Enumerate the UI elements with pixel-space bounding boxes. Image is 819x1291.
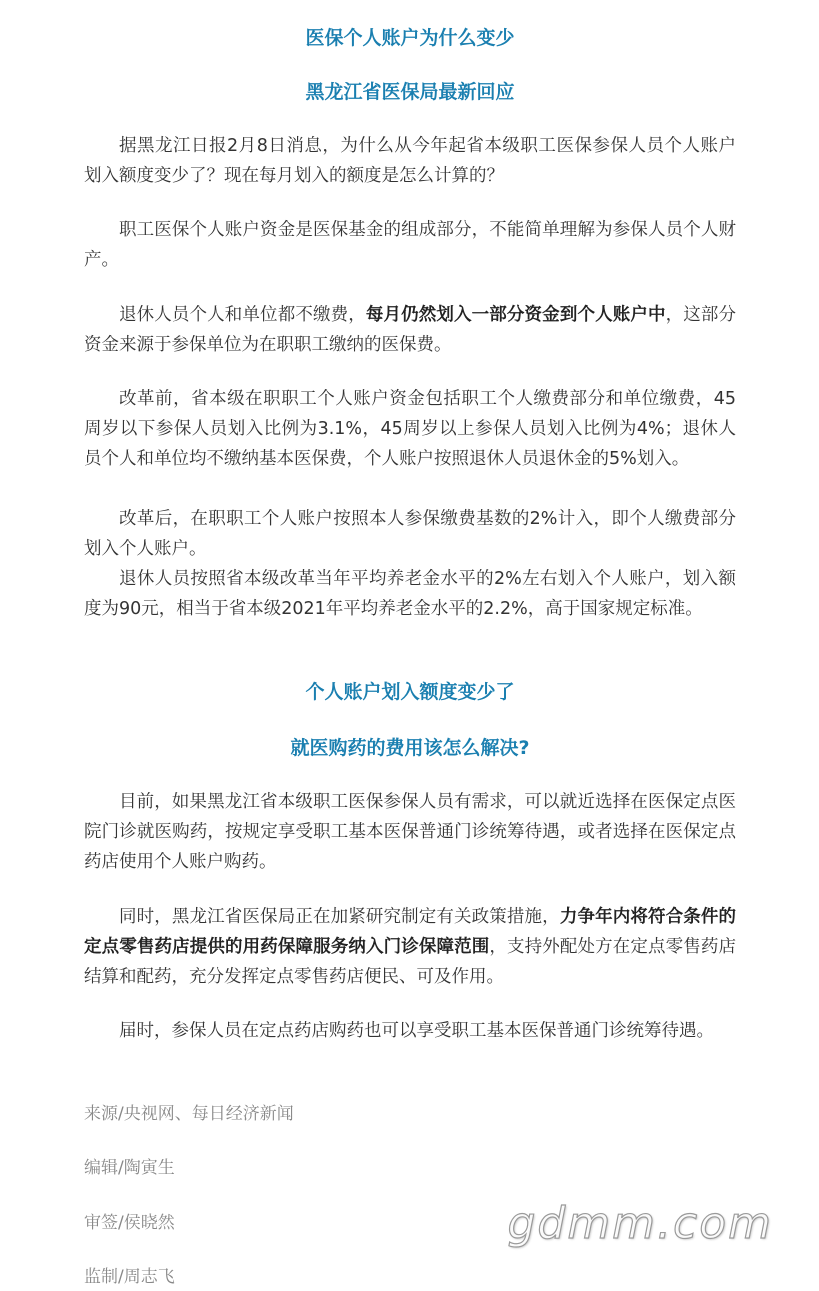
article-subtitle: 黑龙江省医保局最新回应 [305, 81, 515, 103]
paragraph-retiree-allocation: 退休人员按照省本级改革当年平均养老金水平的2%左右划入个人账户，划入额度为90元，相当于省本级2021年平均养老金水平的2.2%，高于国家规定标准。 [84, 569, 736, 619]
meta-editor: 编辑/陶寅生 [84, 1158, 175, 1178]
meta-supervisor: 监制/周志飞 [84, 1267, 175, 1287]
watermark-logo: gdmm.com [507, 1198, 773, 1249]
meta-source: 来源/央视网、每日经济新闻 [84, 1104, 294, 1124]
paragraph-policy-measures-bold: 力争年内将符合条件的定点零售药店提供的用药保障服务纳入门诊保障范围 [84, 907, 737, 957]
paragraph-before-reform: 改革前，省本级在职职工个人账户资金包括职工个人缴费部分和单位缴费，45周岁以下参保人员划入比例为3.1%，45周岁以上参保人员划入比例为4%；退休人员个人和单位均不缴纳基本医保费，个人账户按照退休人员退休金的5%划入。 [84, 389, 736, 469]
meta-reviewer: 审签/侯晓然 [84, 1213, 175, 1233]
paragraph-account-definition: 职工医保个人账户资金是医保基金的组成部分，不能简单理解为参保人员个人财产。 [84, 220, 736, 270]
paragraph-intro: 据黑龙江日报2月8日消息，为什么从今年起省本级职工医保参保人员个人账户划入额度变少了？现在每月划入的额度是怎么计算的？ [84, 136, 736, 186]
paragraph-retiree-funding-bold: 每月仍然划入一部分资金到个人账户中 [365, 305, 666, 325]
paragraph-retiree-funding [84, 300, 736, 360]
paragraph-retiree-funding-pre: 退休人员个人和单位都不缴费， [119, 305, 366, 325]
paragraph-after-reform: 改革后，在职职工个人账户按照本人参保缴费基数的2%计入，即个人缴费部分划入个人账户。 [84, 509, 736, 559]
paragraph-current-options: 目前，如果黑龙江省本级职工医保参保人员有需求，可以就近选择在医保定点医院门诊就医购药，按规定享受职工基本医保普通门诊统筹待遇，或者选择在医保定点药店使用个人账户购药。 [84, 792, 736, 872]
paragraph-future-benefit: 届时，参保人员在定点药店购药也可以享受职工基本医保普通门诊统筹待遇。 [119, 1021, 714, 1041]
paragraph-policy-measures-pre: 同时，黑龙江省医保局正在加紧研究制定有关政策措施， [119, 907, 560, 927]
paragraph-policy-measures-post: ，支持外配处方在定点零售药店结算和配药，充分发挥定点零售药店便民、可及作用。 [84, 937, 736, 987]
article-title: 医保个人账户为什么变少 [305, 27, 515, 49]
section2-title: 个人账户划入额度变少了 [305, 681, 515, 703]
paragraph-retiree-funding-post: ，这部分资金来源于参保单位为在职职工缴纳的医保费。 [84, 305, 737, 355]
section2-subtitle: 就医购药的费用该怎么解决? [290, 737, 530, 759]
paragraph-policy-measures [84, 902, 736, 992]
